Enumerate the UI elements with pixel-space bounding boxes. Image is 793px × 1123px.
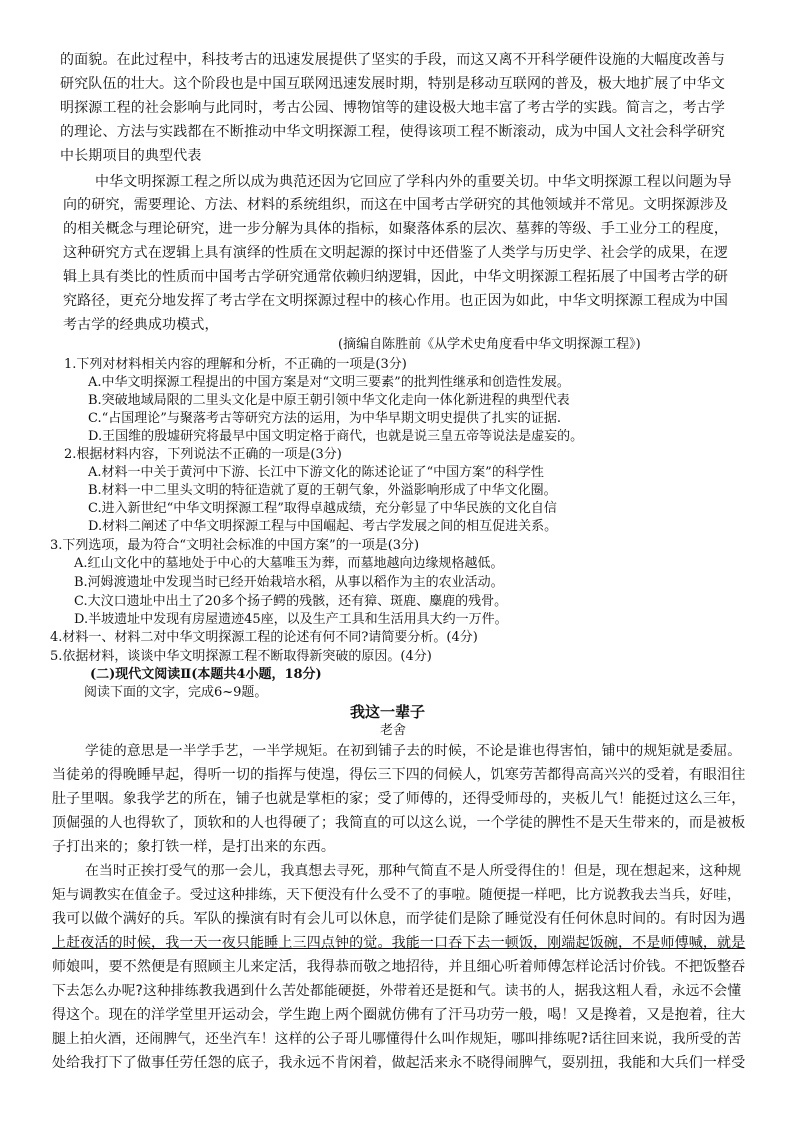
story-line-2: 当徒弟的得晚睡早起，得听一切的指挥与使遑，得伝三下四的伺候人，饥寒劳苦都得高高兴兴的受着，有眼泪往 [52,767,746,783]
story-title: 我这一辈子 [350,703,426,721]
question-4: 4.材料一、材料二对中华文明探源工程的论述有何不同?请简要分析。(4分) [50,630,478,645]
story-line-4: 顶倔强的人也得软了，顶软和的人也得硬了；我简直的可以这么说，一个学徒的脾性不是天生带来的，而是被板 [52,815,746,831]
question-1-option-d: D.王国维的殷墟研究将最早中国文明定格于商代，也就是说三皇五帝等说法是虚妄的。 [88,429,584,444]
passage1-line-8: 的相关概念与理论研究，进一步分解为具体的指标，如聚落体系的层次、墓葬的等级、手工业分工的程度， [63,221,729,237]
story-line-6: 在当时正挨打受气的那一会儿，我真想去寻死，那种气简直不是人所受得住的！但是，现在想起来，这种规 [85,863,742,879]
passage1-line-1: 的面貌。在此过程中，科技考古的迅速发展提供了坚实的手段，而这又离不开科学硬件设施的大幅度改善与 [60,52,726,68]
section-2-instruction: 阅读下面的文字，完成6~9题。 [84,685,268,700]
question-3-option-d: D.半坡遗址中发现有房屋遗迹45座，以及生产工具和生活用具大约一万件。 [74,612,508,627]
passage1-line-12: 考古学的经典成功模式， [63,317,219,333]
question-1-option-a: A.中华文明探源工程提出的中国方案是对“文明三要素”的批判性继承和创造性发展。 [88,375,570,390]
passage1-line-5: 中长期项目的典型代表 [60,148,202,164]
story-author: 老舍 [380,723,407,738]
question-1-option-c: C.“占国理论”与聚落考古等研究方法的运用，为中华早期文明史提供了扎实的证据. [88,411,562,426]
passage1-line-4: 的理论、方法与实践都在不断推动中华文明探源工程，使得该项工程不断滚动，成为中国人文社会科学研究 [60,124,726,140]
question-5: 5.依据材料，谈谈中华文明探源工程不断取得新突破的原因。(4分) [50,649,432,664]
passage1-line-2: 研究队伍的壮大。这个阶段也是中国互联网迅速发展时期，特别是移动互联网的普及，极大地扩展了中华文 [60,76,726,92]
story-line-8: 我可以做个满好的兵。军队的操演有时有会儿可以休息，而学徒们是除了睡觉没有任何休息时间的。有时因为遇 [52,911,746,927]
passage1-line-10: 辑上具有类比的性质而中国考古学研究通常依赖归纳逻辑，因此，中华文明探源工程拓展了中国考古学的研 [63,269,729,285]
section-2-heading: (二)现代文阅读Ⅱ(本题共4小题，18分) [90,667,322,682]
story-line-1: 学徒的意思是一半学手艺，一半学规矩。在初到铺子去的时候，不论是谁也得害怕，铺中的规矩就是委屈。 [85,743,742,759]
question-2-option-b: B.材料一中二里头文明的特征造就了夏的王朝气象，外溢影响形成了中华文化圈。 [88,483,557,498]
question-2-option-a: A.材料一中关于黄河中下游、长江中下游文化的陈述论证了“中国方案”的科学性 [88,465,544,480]
passage1-line-6: 中华文明探源工程之所以成为典范还因为它回应了学科内外的重要关切。中华文明探源工程以问题为导 [95,174,732,190]
passage1-line-9: 这种研究方式在逻辑上具有演绎的性质在文明起源的探讨中还借鉴了人类学与历史学、社会学的成果，在逻 [63,245,729,261]
story-line-3: 肚子里咽。象我学艺的所在，铺子也就是掌柜的家；受了师傅的，还得受师母的，夹板儿气！能挺过这么三年， [52,791,746,807]
question-3-option-c: C.大汶口遗址中出土了20多个扬子鳄的残骸，还有獐、斑鹿、麋鹿的残骨。 [74,594,508,609]
question-3-option-b: B.河姆渡遗址中发现当时已经开始栽培水稻，从事以稻作为主的农业活动。 [74,575,504,590]
story-line-9: 上赶夜活的时候，我一天一夜只能睡上三四点钟的觉。我能一口吞下去一顿饭，刚端起饭碗，不是师傅喊，就是 [52,935,746,951]
passage1-line-11: 究路径，更充分地发挥了考古学在文明探源过程中的核心作用。也正因为如此，中华文明探源工程成为中国 [63,293,729,309]
story-line-12: 得这个。现在的洋学堂里开运动会，学生跑上两个圈就仿佛有了汗马功劳一般，喝！又是搀着，又是抱着，往大 [52,1007,746,1023]
story-line-13: 腿上拍火酒，还闹脾气，还坐汽车！这样的公子哥儿哪懂得什么叫作规矩，哪叫排练呢?话往回来说，我所受的苦 [52,1031,742,1047]
passage1-source: (摘编自陈胜前《从学术史角度看中华文明探源工程》) [338,337,641,352]
story-line-10: 师娘叫，要不然便是有照顾主儿来定活，我得恭而敬之地招待，并且细心听着师傅怎样论活讨价钱。不把饭整吞 [52,959,746,975]
question-1-option-b: B.突破地域局限的二里头文化是中原王朝引领中华文化走向一体化新进程的典型代表 [88,393,570,408]
question-2-option-c: C.进入新世纪“中华文明探源工程”取得卓越成绩，充分彰显了中华民族的文化自信 [88,501,557,516]
question-2-stem: 2.根据材料内容，下列说法不正确的一项是(3分) [64,447,342,462]
question-2-option-d: D.材料二阐述了中华文明探源工程与中国崛起、考古学发展之间的相互促进关系。 [88,519,558,534]
question-3-stem: 3.下列选项，最为符合“文明社会标准的中国方案”的一项是(3分) [50,538,420,553]
passage1-line-7: 向的研究，需要理论、方法、材料的系统组织，而这在中国考古学研究的其他领域并不常见。文明探源涉及 [63,197,729,213]
story-line-11: 下去怎么办呢?这种排练教我遇到什么苦处都能硬挺，外带着还是挺和气。读书的人，据我这粗人看，永远不会懂 [52,983,742,999]
story-line-14: 处给我打下了做事任劳任怨的底子，我永远不肯闲着，做起活来永不晓得闹脾气，耍别扭，我能和大兵们一样受 [52,1055,746,1071]
passage1-line-3: 明探源工程的社会影响与此同时，考古公园、博物馆等的建设极大地丰富了考古学的实践。简言之，考古学 [60,100,726,116]
question-1-stem: 1.下列对材料相关内容的理解和分析，不正确的一项是(3分) [64,357,407,372]
question-3-option-a: A.红山文化中的墓地处于中心的大墓唯玉为葬，而墓地越向边缘规格越低。 [74,556,504,571]
story-line-5: 子打出来的；象打铁一样，是打出来的东西。 [52,839,335,855]
story-line-7: 矩与调教实在值金子。受过这种排练，天下便没有什么受不了的事啦。随便提一样吧，比方说教我去当兵，好哇， [52,887,741,903]
